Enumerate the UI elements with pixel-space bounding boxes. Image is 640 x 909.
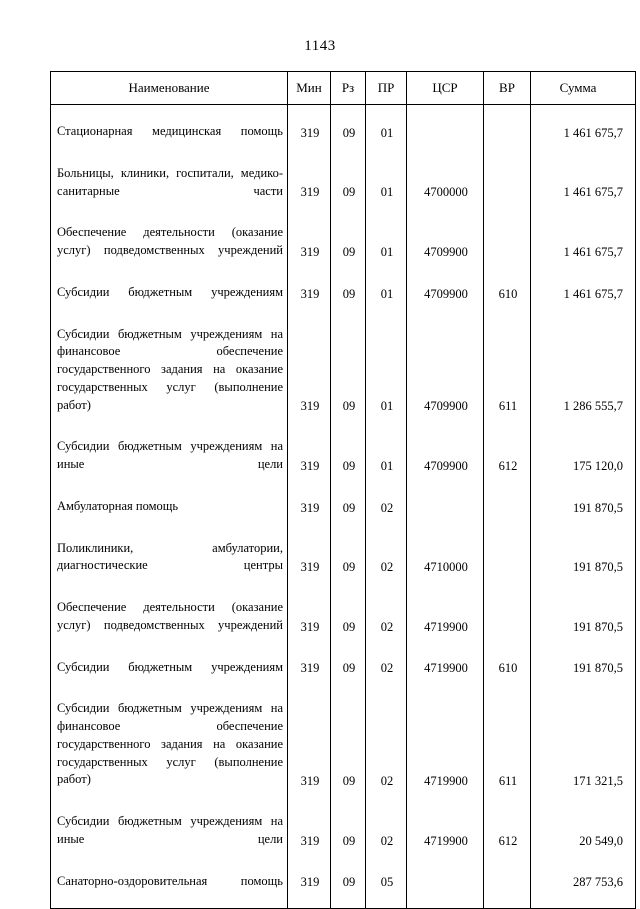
cell-tsr — [407, 867, 484, 897]
cell-vr: 610 — [484, 278, 531, 308]
table-spacer-row — [51, 581, 636, 593]
spacer-cell — [51, 308, 288, 320]
spacer-cell — [331, 682, 366, 694]
spacer-cell — [288, 581, 331, 593]
spacer-cell — [366, 855, 407, 867]
spacer-cell — [407, 105, 484, 118]
spacer-cell — [531, 308, 636, 320]
cell-rz: 09 — [331, 492, 366, 522]
spacer-cell — [407, 266, 484, 278]
cell-sum: 191 870,5 — [531, 593, 636, 641]
table-spacer-row — [51, 308, 636, 320]
cell-sum: 1 461 675,7 — [531, 159, 636, 207]
cell-pr: 05 — [366, 867, 407, 897]
cell-pr: 02 — [366, 807, 407, 855]
spacer-cell — [288, 896, 331, 909]
spacer-cell — [484, 682, 531, 694]
cell-rz: 09 — [331, 117, 366, 147]
spacer-cell — [484, 896, 531, 909]
cell-min: 319 — [288, 218, 331, 266]
cell-min: 319 — [288, 653, 331, 683]
table-row — [51, 159, 636, 207]
spacer-cell — [407, 896, 484, 909]
spacer-cell — [331, 420, 366, 432]
cell-name: Поликлиники, амбулатории, диагностические центры — [51, 534, 288, 582]
table-spacer-row — [51, 522, 636, 534]
cell-rz: 09 — [331, 593, 366, 641]
cell-tsr: 4700000 — [407, 159, 484, 207]
cell-name: Стационарная медицинская помощь — [51, 117, 288, 147]
spacer-cell — [531, 795, 636, 807]
cell-pr: 01 — [366, 432, 407, 480]
spacer-cell — [288, 105, 331, 118]
cell-sum: 287 753,6 — [531, 867, 636, 897]
cell-pr: 01 — [366, 278, 407, 308]
cell-vr: 612 — [484, 432, 531, 480]
cell-vr — [484, 159, 531, 207]
cell-tsr: 4709900 — [407, 218, 484, 266]
spacer-cell — [407, 480, 484, 492]
spacer-cell — [484, 480, 531, 492]
spacer-cell — [407, 308, 484, 320]
spacer-cell — [407, 206, 484, 218]
spacer-cell — [331, 522, 366, 534]
spacer-cell — [51, 896, 288, 909]
table-row — [51, 867, 636, 897]
spacer-cell — [531, 105, 636, 118]
cell-min: 319 — [288, 694, 331, 795]
cell-sum: 1 461 675,7 — [531, 117, 636, 147]
cell-rz: 09 — [331, 653, 366, 683]
table-row — [51, 653, 636, 683]
spacer-cell — [331, 641, 366, 653]
table-spacer-row — [51, 147, 636, 159]
cell-sum: 1 461 675,7 — [531, 278, 636, 308]
cell-tsr: 4709900 — [407, 320, 484, 421]
cell-min: 319 — [288, 159, 331, 207]
spacer-cell — [51, 522, 288, 534]
spacer-cell — [51, 206, 288, 218]
cell-tsr: 4709900 — [407, 432, 484, 480]
table-row — [51, 432, 636, 480]
spacer-cell — [366, 795, 407, 807]
cell-name: Субсидии бюджетным учреждениям — [51, 653, 288, 683]
spacer-cell — [366, 896, 407, 909]
budget-table-container — [50, 71, 623, 909]
table-spacer-row — [51, 795, 636, 807]
cell-min: 319 — [288, 807, 331, 855]
spacer-cell — [407, 795, 484, 807]
spacer-cell — [407, 420, 484, 432]
spacer-cell — [51, 795, 288, 807]
spacer-cell — [531, 581, 636, 593]
spacer-cell — [366, 682, 407, 694]
table-row — [51, 278, 636, 308]
cell-rz: 09 — [331, 278, 366, 308]
cell-sum: 175 120,0 — [531, 432, 636, 480]
spacer-cell — [288, 855, 331, 867]
spacer-cell — [51, 105, 288, 118]
spacer-cell — [288, 206, 331, 218]
spacer-cell — [288, 308, 331, 320]
cell-tsr — [407, 492, 484, 522]
cell-min: 319 — [288, 593, 331, 641]
spacer-cell — [531, 522, 636, 534]
cell-min: 319 — [288, 432, 331, 480]
spacer-cell — [288, 795, 331, 807]
cell-min: 319 — [288, 320, 331, 421]
cell-vr — [484, 117, 531, 147]
spacer-cell — [288, 682, 331, 694]
cell-pr: 01 — [366, 117, 407, 147]
spacer-cell — [531, 855, 636, 867]
spacer-cell — [366, 420, 407, 432]
table-row — [51, 492, 636, 522]
spacer-cell — [484, 420, 531, 432]
spacer-cell — [407, 855, 484, 867]
cell-tsr: 4719900 — [407, 593, 484, 641]
cell-vr: 611 — [484, 320, 531, 421]
cell-min: 319 — [288, 534, 331, 582]
spacer-cell — [51, 855, 288, 867]
spacer-cell — [288, 480, 331, 492]
cell-rz: 09 — [331, 867, 366, 897]
page-number: 1143 — [304, 38, 336, 54]
spacer-cell — [331, 480, 366, 492]
cell-min: 319 — [288, 278, 331, 308]
spacer-cell — [484, 795, 531, 807]
cell-rz: 09 — [331, 432, 366, 480]
cell-name: Субсидии бюджетным учреждениям на финансовое обеспечение государственного задания на оказание государственных услуг (выполнение работ) — [51, 320, 288, 421]
spacer-cell — [407, 641, 484, 653]
cell-name: Обеспечение деятельности (оказание услуг) подведомственных учреждений — [51, 218, 288, 266]
table-row — [51, 534, 636, 582]
cell-rz: 09 — [331, 534, 366, 582]
spacer-cell — [366, 266, 407, 278]
cell-name: Субсидии бюджетным учреждениям на финансовое обеспечение государственного задания на оказание государственных услуг (выполнение работ) — [51, 694, 288, 795]
cell-vr: 612 — [484, 807, 531, 855]
table-spacer-row — [51, 896, 636, 909]
spacer-cell — [331, 896, 366, 909]
cell-min: 319 — [288, 492, 331, 522]
cell-vr — [484, 492, 531, 522]
cell-tsr: 4710000 — [407, 534, 484, 582]
spacer-cell — [51, 420, 288, 432]
spacer-cell — [531, 641, 636, 653]
table-header — [51, 72, 636, 105]
spacer-cell — [531, 147, 636, 159]
spacer-cell — [331, 266, 366, 278]
cell-name: Санаторно-оздоровительная помощь — [51, 867, 288, 897]
spacer-cell — [331, 308, 366, 320]
column-header-name: Наименование — [51, 72, 288, 105]
spacer-cell — [331, 105, 366, 118]
table-spacer-row — [51, 682, 636, 694]
table-spacer-row — [51, 420, 636, 432]
spacer-cell — [407, 682, 484, 694]
table-spacer-row — [51, 206, 636, 218]
cell-pr: 02 — [366, 534, 407, 582]
spacer-cell — [366, 147, 407, 159]
cell-vr: 611 — [484, 694, 531, 795]
table-spacer-row — [51, 641, 636, 653]
cell-sum: 191 870,5 — [531, 653, 636, 683]
spacer-cell — [484, 522, 531, 534]
spacer-cell — [288, 641, 331, 653]
spacer-cell — [366, 581, 407, 593]
spacer-cell — [484, 105, 531, 118]
table-row — [51, 320, 636, 421]
spacer-cell — [531, 480, 636, 492]
table-spacer-row — [51, 105, 636, 118]
cell-vr — [484, 218, 531, 266]
table-spacer-row — [51, 266, 636, 278]
budget-table — [50, 71, 636, 909]
spacer-cell — [484, 855, 531, 867]
spacer-cell — [407, 522, 484, 534]
cell-sum: 171 321,5 — [531, 694, 636, 795]
cell-pr: 01 — [366, 159, 407, 207]
spacer-cell — [288, 522, 331, 534]
cell-pr: 01 — [366, 320, 407, 421]
cell-sum: 191 870,5 — [531, 492, 636, 522]
cell-tsr — [407, 117, 484, 147]
cell-vr — [484, 593, 531, 641]
spacer-cell — [484, 641, 531, 653]
column-header-vr: ВР — [484, 72, 531, 105]
spacer-cell — [331, 147, 366, 159]
spacer-cell — [366, 206, 407, 218]
spacer-cell — [407, 581, 484, 593]
cell-min: 319 — [288, 867, 331, 897]
cell-sum: 191 870,5 — [531, 534, 636, 582]
cell-pr: 02 — [366, 694, 407, 795]
spacer-cell — [531, 206, 636, 218]
table-body — [51, 105, 636, 909]
table-row — [51, 593, 636, 641]
table-header-row — [51, 72, 636, 105]
spacer-cell — [531, 896, 636, 909]
cell-rz: 09 — [331, 159, 366, 207]
spacer-cell — [331, 581, 366, 593]
cell-vr — [484, 534, 531, 582]
spacer-cell — [484, 581, 531, 593]
cell-pr: 02 — [366, 653, 407, 683]
spacer-cell — [288, 266, 331, 278]
cell-sum: 20 549,0 — [531, 807, 636, 855]
cell-tsr: 4719900 — [407, 653, 484, 683]
spacer-cell — [484, 308, 531, 320]
cell-name: Субсидии бюджетным учреждениям на иные цели — [51, 432, 288, 480]
table-spacer-row — [51, 480, 636, 492]
cell-vr — [484, 867, 531, 897]
cell-sum: 1 461 675,7 — [531, 218, 636, 266]
column-header-min: Мин — [288, 72, 331, 105]
column-header-rz: Рз — [331, 72, 366, 105]
spacer-cell — [531, 420, 636, 432]
spacer-cell — [366, 522, 407, 534]
cell-min: 319 — [288, 117, 331, 147]
cell-sum: 1 286 555,7 — [531, 320, 636, 421]
cell-tsr: 4709900 — [407, 278, 484, 308]
spacer-cell — [366, 480, 407, 492]
spacer-cell — [366, 641, 407, 653]
cell-rz: 09 — [331, 807, 366, 855]
table-row — [51, 807, 636, 855]
cell-pr: 02 — [366, 593, 407, 641]
spacer-cell — [484, 206, 531, 218]
cell-name: Амбулаторная помощь — [51, 492, 288, 522]
cell-rz: 09 — [331, 218, 366, 266]
spacer-cell — [51, 581, 288, 593]
cell-pr: 01 — [366, 218, 407, 266]
column-header-pr: ПР — [366, 72, 407, 105]
cell-vr: 610 — [484, 653, 531, 683]
spacer-cell — [288, 147, 331, 159]
spacer-cell — [366, 105, 407, 118]
cell-rz: 09 — [331, 320, 366, 421]
cell-rz: 09 — [331, 694, 366, 795]
spacer-cell — [407, 147, 484, 159]
cell-name: Субсидии бюджетным учреждениям на иные цели — [51, 807, 288, 855]
table-row — [51, 218, 636, 266]
spacer-cell — [331, 795, 366, 807]
spacer-cell — [484, 147, 531, 159]
spacer-cell — [531, 266, 636, 278]
column-header-tsr: ЦСР — [407, 72, 484, 105]
spacer-cell — [51, 147, 288, 159]
spacer-cell — [51, 641, 288, 653]
cell-name: Обеспечение деятельности (оказание услуг) подведомственных учреждений — [51, 593, 288, 641]
cell-name: Больницы, клиники, госпитали, медико-санитарные части — [51, 159, 288, 207]
spacer-cell — [531, 682, 636, 694]
spacer-cell — [288, 420, 331, 432]
spacer-cell — [51, 682, 288, 694]
table-row — [51, 694, 636, 795]
cell-tsr: 4719900 — [407, 807, 484, 855]
spacer-cell — [51, 480, 288, 492]
spacer-cell — [331, 855, 366, 867]
spacer-cell — [366, 308, 407, 320]
cell-tsr: 4719900 — [407, 694, 484, 795]
spacer-cell — [331, 206, 366, 218]
table-spacer-row — [51, 855, 636, 867]
spacer-cell — [51, 266, 288, 278]
spacer-cell — [484, 266, 531, 278]
column-header-sum: Сумма — [531, 72, 636, 105]
cell-pr: 02 — [366, 492, 407, 522]
table-row — [51, 117, 636, 147]
cell-name: Субсидии бюджетным учреждениям — [51, 278, 288, 308]
